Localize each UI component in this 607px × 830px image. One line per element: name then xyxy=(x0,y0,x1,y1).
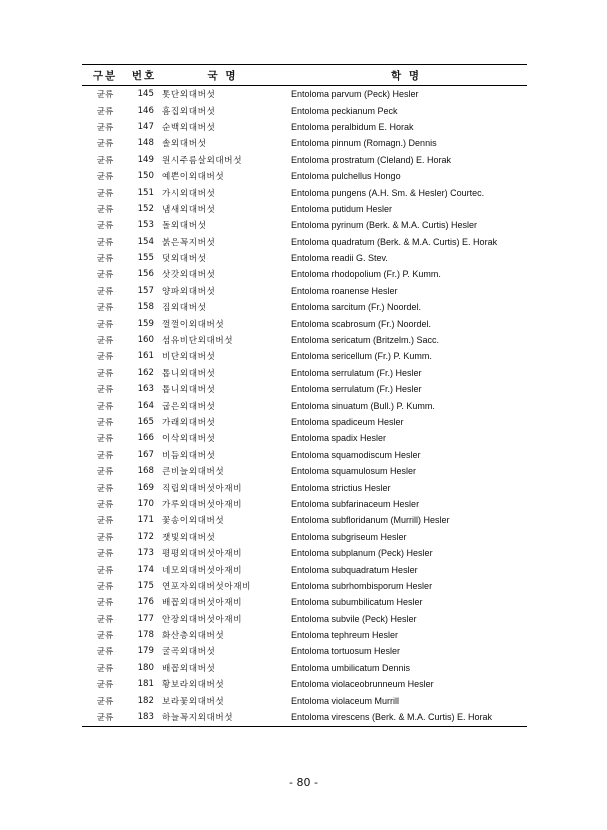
row-category: 균류 xyxy=(96,204,114,215)
row-korean-name: 가시외대버섯 xyxy=(162,188,216,199)
row-scientific-name: Entoloma serrulatum (Fr.) Hesler xyxy=(291,384,422,395)
table-row xyxy=(82,365,527,381)
row-number: 164 xyxy=(137,400,154,411)
row-category: 균류 xyxy=(96,270,114,281)
row-korean-name: 삿갓외대버섯 xyxy=(162,270,216,281)
row-scientific-name: Entoloma subquadratum Hesler xyxy=(291,564,418,575)
table-row xyxy=(82,119,527,135)
row-scientific-name: Entoloma pulchellus Hongo xyxy=(291,171,401,182)
row-korean-name: 톱니외대버섯 xyxy=(162,368,216,379)
row-category: 균류 xyxy=(96,352,114,363)
table-row xyxy=(82,430,527,446)
row-number: 159 xyxy=(137,318,154,329)
row-number: 158 xyxy=(137,302,154,313)
table-row xyxy=(82,709,527,727)
row-number: 180 xyxy=(137,662,154,673)
row-korean-name: 황보라외대버섯 xyxy=(162,680,225,691)
row-category: 균류 xyxy=(96,483,114,494)
row-korean-name: 덧외대버섯 xyxy=(162,254,207,265)
row-category: 균류 xyxy=(96,516,114,527)
row-korean-name: 안장외대버섯아재비 xyxy=(162,614,243,625)
row-scientific-name: Entoloma violaceum Murrill xyxy=(291,695,400,706)
table-header-row xyxy=(82,65,527,86)
row-number: 181 xyxy=(137,679,154,690)
row-scientific-name: Entoloma subfarinaceum Hesler xyxy=(291,498,420,509)
table-row xyxy=(82,283,527,299)
row-scientific-name: Entoloma squamulosum Hesler xyxy=(291,466,417,477)
row-korean-name: 보라꽃외대버섯 xyxy=(162,696,225,707)
row-scientific-name: Entoloma umbilicatum Dennis xyxy=(291,662,411,673)
row-korean-name: 평평외대버섯아재비 xyxy=(162,549,243,560)
row-number: 162 xyxy=(137,367,154,378)
row-category: 균류 xyxy=(96,401,114,412)
row-category: 균류 xyxy=(96,155,114,166)
row-number: 165 xyxy=(137,417,154,427)
row-korean-name: 가래외대버섯 xyxy=(162,418,216,428)
row-number: 146 xyxy=(137,105,154,116)
row-number: 178 xyxy=(137,630,154,641)
table-row xyxy=(82,627,527,643)
row-category: 균류 xyxy=(96,598,114,609)
table-row xyxy=(82,479,527,495)
row-korean-name: 톱니외대버섯 xyxy=(162,385,216,396)
row-category: 균류 xyxy=(96,319,114,330)
row-scientific-name: Entoloma sericellum (Fr.) P. Kumm. xyxy=(291,351,432,362)
table-row xyxy=(82,86,527,103)
table-row xyxy=(82,299,527,315)
row-scientific-name: Entoloma violaceobrunneum Hesler xyxy=(291,679,434,690)
table-row xyxy=(82,102,527,118)
row-category: 균류 xyxy=(96,237,114,248)
row-category: 균류 xyxy=(96,286,114,297)
row-number: 173 xyxy=(137,548,154,559)
table-row xyxy=(82,250,527,266)
row-scientific-name: Entoloma scabrosum (Fr.) Noordel. xyxy=(291,318,432,329)
table-row xyxy=(82,643,527,659)
row-category: 균류 xyxy=(96,106,114,117)
row-korean-name: 화산층외대버섯 xyxy=(162,631,225,642)
table-body xyxy=(82,86,527,727)
row-korean-name: 예쁜이외대버섯 xyxy=(162,172,225,183)
row-number: 163 xyxy=(137,384,154,395)
row-number: 166 xyxy=(137,433,154,444)
table-row xyxy=(82,611,527,627)
row-number: 148 xyxy=(137,138,154,149)
row-korean-name: 원시주름살외대버섯 xyxy=(162,155,243,166)
table-row xyxy=(82,463,527,479)
row-korean-name: 굴곡외대버섯 xyxy=(162,647,216,658)
table-row xyxy=(82,168,527,184)
table-row xyxy=(82,234,527,250)
row-korean-name: 톳단외대버섯 xyxy=(162,90,216,101)
row-scientific-name: Entoloma roanense Hesler xyxy=(291,285,398,296)
row-scientific-name: Entoloma spadiceum Hesler xyxy=(291,417,404,427)
row-korean-name: 돌외대버섯 xyxy=(162,221,207,232)
row-number: 152 xyxy=(137,203,154,214)
row-number: 172 xyxy=(137,531,154,542)
row-number: 174 xyxy=(137,564,154,575)
row-scientific-name: Entoloma readii G. Stev. xyxy=(291,253,388,264)
row-number: 156 xyxy=(137,269,154,280)
species-table xyxy=(82,64,527,727)
row-scientific-name: Entoloma rhodopolium (Fr.) P. Kumm. xyxy=(291,269,441,280)
row-category: 균류 xyxy=(96,336,114,347)
row-scientific-name: Entoloma spadix Hesler xyxy=(291,433,387,444)
row-korean-name: 솔외대버섯 xyxy=(162,139,207,150)
row-korean-name: 가루외대버섯아재비 xyxy=(162,499,243,510)
row-korean-name: 껄껄이외대버섯 xyxy=(162,319,225,330)
row-category: 균류 xyxy=(96,139,114,150)
row-scientific-name: Entoloma peckianum Peck xyxy=(291,105,398,116)
row-korean-name: 양파외대버섯 xyxy=(162,286,216,297)
row-scientific-name: Entoloma pungens (A.H. Sm. & Hesler) Courtec. xyxy=(291,187,485,198)
row-scientific-name: Entoloma subfloridanum (Murrill) Hesler xyxy=(291,515,450,526)
row-korean-name: 이삭외대버섯 xyxy=(162,434,216,445)
table-row xyxy=(82,545,527,561)
table-row xyxy=(82,135,527,151)
row-category: 균류 xyxy=(82,709,128,727)
row-korean-name: 굽은외대버섯 xyxy=(162,401,216,412)
table-row xyxy=(82,201,527,217)
row-number: 175 xyxy=(137,580,154,591)
row-category: 균류 xyxy=(96,450,114,461)
row-number: 183 xyxy=(128,709,160,727)
row-scientific-name: Entoloma sinuatum (Bull.) P. Kumm. xyxy=(291,400,435,411)
row-korean-name: 흠집외대버섯 xyxy=(162,106,216,117)
table-row xyxy=(82,512,527,528)
row-scientific-name: Entoloma subumbilicatum Hesler xyxy=(291,597,423,608)
row-category: 균류 xyxy=(96,303,114,314)
row-scientific-name: Entoloma virescens (Berk. & M.A. Curtis) E. Horak xyxy=(285,709,527,727)
table-row xyxy=(82,381,527,397)
table-row xyxy=(82,578,527,594)
row-category: 균류 xyxy=(96,532,114,543)
table-row xyxy=(82,660,527,676)
row-korean-name: 배꼽외대버섯아재비 xyxy=(162,598,243,609)
row-scientific-name: Entoloma subplanum (Peck) Hesler xyxy=(291,548,433,559)
row-number: 150 xyxy=(137,171,154,182)
row-scientific-name: Entoloma subrhombisporum Hesler xyxy=(291,580,433,591)
row-category: 균류 xyxy=(96,647,114,658)
row-number: 147 xyxy=(137,121,154,132)
row-scientific-name: Entoloma tephreum Hesler xyxy=(291,630,399,641)
row-category: 균류 xyxy=(96,631,114,642)
row-korean-name: 짐외대버섯 xyxy=(162,303,207,314)
table-row xyxy=(82,348,527,364)
row-number: 182 xyxy=(137,695,154,706)
table-row xyxy=(82,266,527,282)
row-category: 균류 xyxy=(96,680,114,691)
row-category: 균류 xyxy=(96,418,114,428)
row-category: 균류 xyxy=(96,434,114,445)
table-row xyxy=(82,414,527,430)
row-category: 균류 xyxy=(96,90,114,101)
row-korean-name: 꽃송이외대버섯 xyxy=(162,516,225,527)
table-row xyxy=(82,397,527,413)
row-scientific-name: Entoloma quadratum (Berk. & M.A. Curtis) E. Horak xyxy=(291,236,498,247)
row-korean-name: 섬유비단외대버섯 xyxy=(162,336,234,347)
row-korean-name: 하늘꼭지외대버섯 xyxy=(160,709,285,727)
row-category: 균류 xyxy=(96,614,114,625)
row-korean-name: 직립외대버섯아재비 xyxy=(162,483,243,494)
row-number: 154 xyxy=(137,236,154,247)
row-korean-name: 네모외대버섯아재비 xyxy=(162,565,243,576)
header-category: 구분 xyxy=(82,65,128,86)
table-row xyxy=(82,561,527,577)
row-category: 균류 xyxy=(96,254,114,265)
header-scientific-name: 학 명 xyxy=(285,65,527,86)
row-category: 균류 xyxy=(96,499,114,510)
table-row xyxy=(82,676,527,692)
row-category: 균류 xyxy=(96,221,114,232)
row-category: 균류 xyxy=(96,663,114,674)
row-number: 149 xyxy=(137,154,154,165)
row-number: 167 xyxy=(137,449,154,460)
row-category: 균류 xyxy=(96,122,114,133)
row-scientific-name: Entoloma pyrinum (Berk. & M.A. Curtis) Hesler xyxy=(291,220,478,231)
row-korean-name: 비단외대버섯 xyxy=(162,352,216,363)
table-row xyxy=(82,184,527,200)
row-category: 균류 xyxy=(96,565,114,576)
row-scientific-name: Entoloma subvile (Peck) Hesler xyxy=(291,613,417,624)
table-row xyxy=(82,447,527,463)
row-number: 176 xyxy=(137,597,154,608)
row-scientific-name: Entoloma putidum Hesler xyxy=(291,203,393,214)
table-row xyxy=(82,332,527,348)
table-row xyxy=(82,315,527,331)
row-scientific-name: Entoloma subgriseum Hesler xyxy=(291,531,407,542)
row-category: 균류 xyxy=(96,696,114,707)
row-korean-name: 순백외대버섯 xyxy=(162,122,216,133)
row-scientific-name: Entoloma pinnum (Romagn.) Dennis xyxy=(291,138,437,149)
row-korean-name: 냄새외대버섯 xyxy=(162,204,216,215)
row-scientific-name: Entoloma parvum (Peck) Hesler xyxy=(291,89,419,100)
row-number: 157 xyxy=(137,285,154,296)
table-row xyxy=(82,152,527,168)
row-korean-name: 붉은꼭지버섯 xyxy=(162,237,216,248)
table-row xyxy=(82,217,527,233)
row-category: 균류 xyxy=(96,549,114,560)
row-category: 균류 xyxy=(96,188,114,199)
row-korean-name: 연포자외대버섯아재비 xyxy=(162,581,252,592)
row-korean-name: 배꼽외대버섯 xyxy=(162,663,216,674)
row-number: 169 xyxy=(137,482,154,493)
page-number: - 80 - xyxy=(289,776,318,789)
row-korean-name: 큰비늘외대버섯 xyxy=(162,467,225,478)
row-scientific-name: Entoloma prostratum (Cleland) E. Horak xyxy=(291,154,452,165)
row-scientific-name: Entoloma squamodiscum Hesler xyxy=(291,449,421,460)
row-category: 균류 xyxy=(96,368,114,379)
row-number: 168 xyxy=(137,466,154,477)
row-scientific-name: Entoloma tortuosum Hesler xyxy=(291,646,401,657)
species-table-container xyxy=(82,64,527,727)
row-number: 155 xyxy=(137,253,154,264)
row-korean-name: 비듬외대버섯 xyxy=(162,450,216,461)
row-category: 균류 xyxy=(96,385,114,396)
table-row xyxy=(82,594,527,610)
header-korean-name: 국 명 xyxy=(160,65,285,86)
row-scientific-name: Entoloma peralbidum E. Horak xyxy=(291,121,414,132)
row-number: 151 xyxy=(137,187,154,198)
row-scientific-name: Entoloma serrulatum (Fr.) Hesler xyxy=(291,367,422,378)
row-scientific-name: Entoloma strictius Hesler xyxy=(291,482,391,493)
table-row xyxy=(82,496,527,512)
row-category: 균류 xyxy=(96,581,114,592)
row-korean-name: 잿빛외대버섯 xyxy=(162,532,216,543)
row-category: 균류 xyxy=(96,172,114,183)
row-number: 145 xyxy=(137,89,154,100)
row-number: 177 xyxy=(137,613,154,624)
row-number: 179 xyxy=(137,646,154,657)
row-number: 161 xyxy=(137,351,154,362)
table-row xyxy=(82,529,527,545)
row-scientific-name: Entoloma sericatum (Britzelm.) Sacc. xyxy=(291,335,440,346)
row-category: 균류 xyxy=(96,467,114,478)
row-number: 153 xyxy=(137,220,154,231)
row-number: 170 xyxy=(137,498,154,509)
row-number: 160 xyxy=(137,335,154,346)
table-row xyxy=(82,692,527,708)
row-number: 171 xyxy=(137,515,154,526)
header-number: 번호 xyxy=(128,65,160,86)
row-scientific-name: Entoloma sarcitum (Fr.) Noordel. xyxy=(291,302,422,313)
